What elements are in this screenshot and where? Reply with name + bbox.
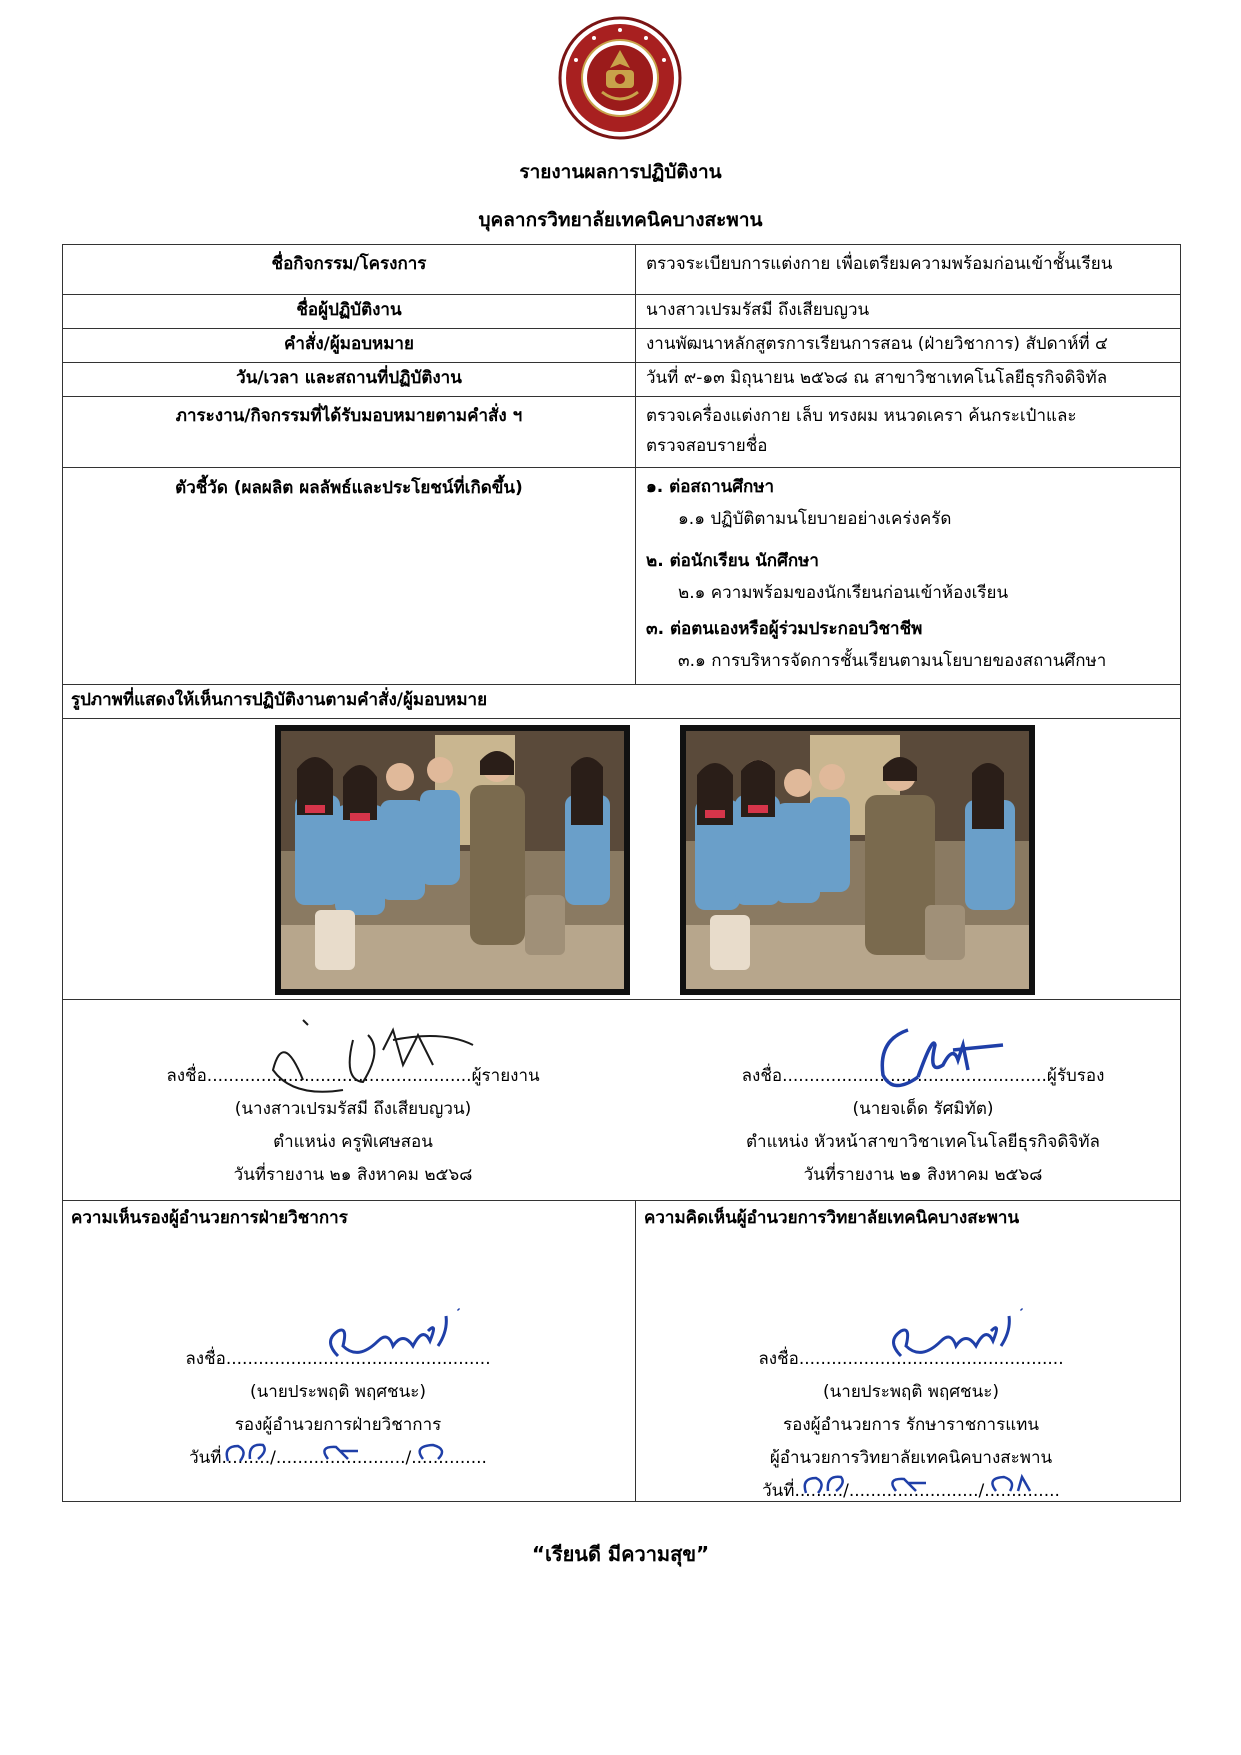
table-row — [63, 1000, 1181, 1201]
deputy-name: (นายประพฤติ พฤศชนะ) — [250, 1382, 426, 1402]
table-row — [63, 468, 1181, 685]
table-row — [63, 245, 1181, 295]
reporter-position: ตำแหน่ง ครูพิเศษสอน — [273, 1132, 433, 1152]
certifier-signature — [873, 1015, 1013, 1105]
datetime-value: วันที่ ๙-๑๓ มิถุนายน ๒๕๖๘ ณ สาขาวิชาเทคโนโลยีธุรกิจดิจิทัล — [636, 363, 1181, 397]
indicator-list — [636, 468, 1181, 685]
certifier-sign-line: ลงชื่อ.................................................ผู้รับรอง — [741, 1066, 1105, 1086]
reporter-date: วันที่รายงาน ๒๑ สิงหาคม ๒๕๖๘ — [233, 1165, 473, 1185]
table-row — [63, 1201, 1181, 1502]
photo-cell — [63, 719, 1181, 1000]
activity-photo-1 — [275, 725, 630, 995]
deputy-heading: ความเห็นรองผู้อำนวยการฝ่ายวิชาการ — [71, 1208, 348, 1228]
indicator-item: ๑.๑ ปฏิบัติตามนโยบายอย่างเคร่งครัด — [678, 509, 952, 529]
datetime-label: วัน/เวลา และสถานที่ปฏิบัติงาน — [63, 363, 636, 397]
table-row — [63, 329, 1181, 363]
photo-section-label: รูปภาพที่แสดงให้เห็นการปฏิบัติงานตามคำสั่ง/ผู้มอบหมาย — [63, 685, 1181, 719]
table-row — [63, 685, 1181, 719]
reporter-signature — [243, 1010, 483, 1100]
reporter-name: (นางสาวเปรมรัสมี ถึงเสียบญวน) — [234, 1099, 472, 1119]
certifier-name: (นายจเด็ด รัศมิทัต) — [852, 1099, 994, 1119]
certifier-position: ตำแหน่ง หัวหน้าสาขาวิชาเทคโนโลยีธุรกิจดิจิทัล — [746, 1132, 1100, 1152]
table-row — [63, 363, 1181, 397]
indicator-label: ตัวชี้วัด (ผลผลิต ผลลัพธ์และประโยชน์ที่เกิดขึ้น) — [63, 468, 636, 685]
performer-label: ชื่อผู้ปฏิบัติงาน — [63, 295, 636, 329]
tasks-line-2: ตรวจสอบรายชื่อ — [646, 436, 768, 456]
table-row — [63, 719, 1181, 1000]
deputy-position: รองผู้อำนวยการฝ่ายวิชาการ — [234, 1415, 442, 1435]
indicator-heading: ๓. ต่อตนเองหรือผู้ร่วมประกอบวิชาชีพ — [646, 619, 923, 639]
indicator-item: ๒.๑ ความพร้อมของนักเรียนก่อนเข้าห้องเรียน — [678, 583, 1009, 603]
director-heading: ความคิดเห็นผู้อำนวยการวิทยาลัยเทคนิคบางสะพาน — [644, 1208, 1020, 1228]
activity-value: ตรวจระเบียบการแต่งกาย เพื่อเตรียมความพร้อมก่อนเข้าชั้นเรียน — [636, 245, 1181, 295]
deputy-cell — [63, 1201, 636, 1502]
activity-photo-2 — [680, 725, 1035, 995]
college-logo — [558, 16, 682, 140]
tasks-label: ภาระงาน/กิจกรรมที่ได้รับมอบหมายตามคำสั่ง ฯ — [63, 397, 636, 468]
director-cell — [636, 1201, 1181, 1502]
reporter-sign-line: ลงชื่อ.................................................ผู้รายงาน — [166, 1066, 540, 1086]
director-sign-line: ลงชื่อ................................................. — [758, 1349, 1064, 1369]
performer-value: นางสาวเปรมรัสมี ถึงเสียบญวน — [636, 295, 1181, 329]
director-name: (นายประพฤติ พฤศชนะ) — [823, 1382, 999, 1402]
tasks-line-1: ตรวจเครื่องแต่งกาย เล็บ ทรงผม หนวดเครา ค้นกระเป๋าและ — [646, 406, 1077, 426]
indicator-heading: ๒. ต่อนักเรียน นักศึกษา — [646, 551, 819, 571]
director-position2: ผู้อำนวยการวิทยาลัยเทคนิคบางสะพาน — [769, 1448, 1053, 1468]
footer-motto: “เรียนดี มีความสุข” — [531, 1542, 710, 1566]
order-label: คำสั่ง/ผู้มอบหมาย — [63, 329, 636, 363]
director-signature — [881, 1301, 1031, 1371]
deputy-handwritten-date — [208, 1431, 468, 1471]
deputy-signature — [318, 1301, 468, 1371]
director-date: วันที่........./......................../.............. — [762, 1481, 1060, 1501]
order-value: งานพัฒนาหลักสูตรการเรียนการสอน (ฝ่ายวิชาการ) สัปดาห์ที่ ๔ — [636, 329, 1181, 363]
certifier-date: วันที่รายงาน ๒๑ สิงหาคม ๒๕๖๘ — [803, 1165, 1043, 1185]
indicator-item: ๓.๑ การบริหารจัดการชั้นเรียนตามนโยบายของสถานศึกษา — [678, 651, 1107, 671]
report-table — [62, 244, 1181, 1502]
signature-cell — [63, 1000, 1181, 1201]
indicator-heading: ๑. ต่อสถานศึกษา — [646, 477, 775, 497]
activity-label: ชื่อกิจกรรม/โครงการ — [63, 245, 636, 295]
report-title: รายงานผลการปฏิบัติงาน — [519, 161, 722, 183]
director-handwritten-date — [786, 1463, 1046, 1503]
table-row — [63, 295, 1181, 329]
deputy-sign-line: ลงชื่อ................................................. — [185, 1349, 491, 1369]
report-subtitle: บุคลากรวิทยาลัยเทคนิคบางสะพาน — [478, 209, 763, 231]
tasks-value — [636, 397, 1181, 468]
table-row — [63, 397, 1181, 468]
deputy-date: วันที่........./......................../.............. — [189, 1448, 487, 1468]
director-position: รองผู้อำนวยการ รักษาราชการแทน — [782, 1415, 1039, 1435]
